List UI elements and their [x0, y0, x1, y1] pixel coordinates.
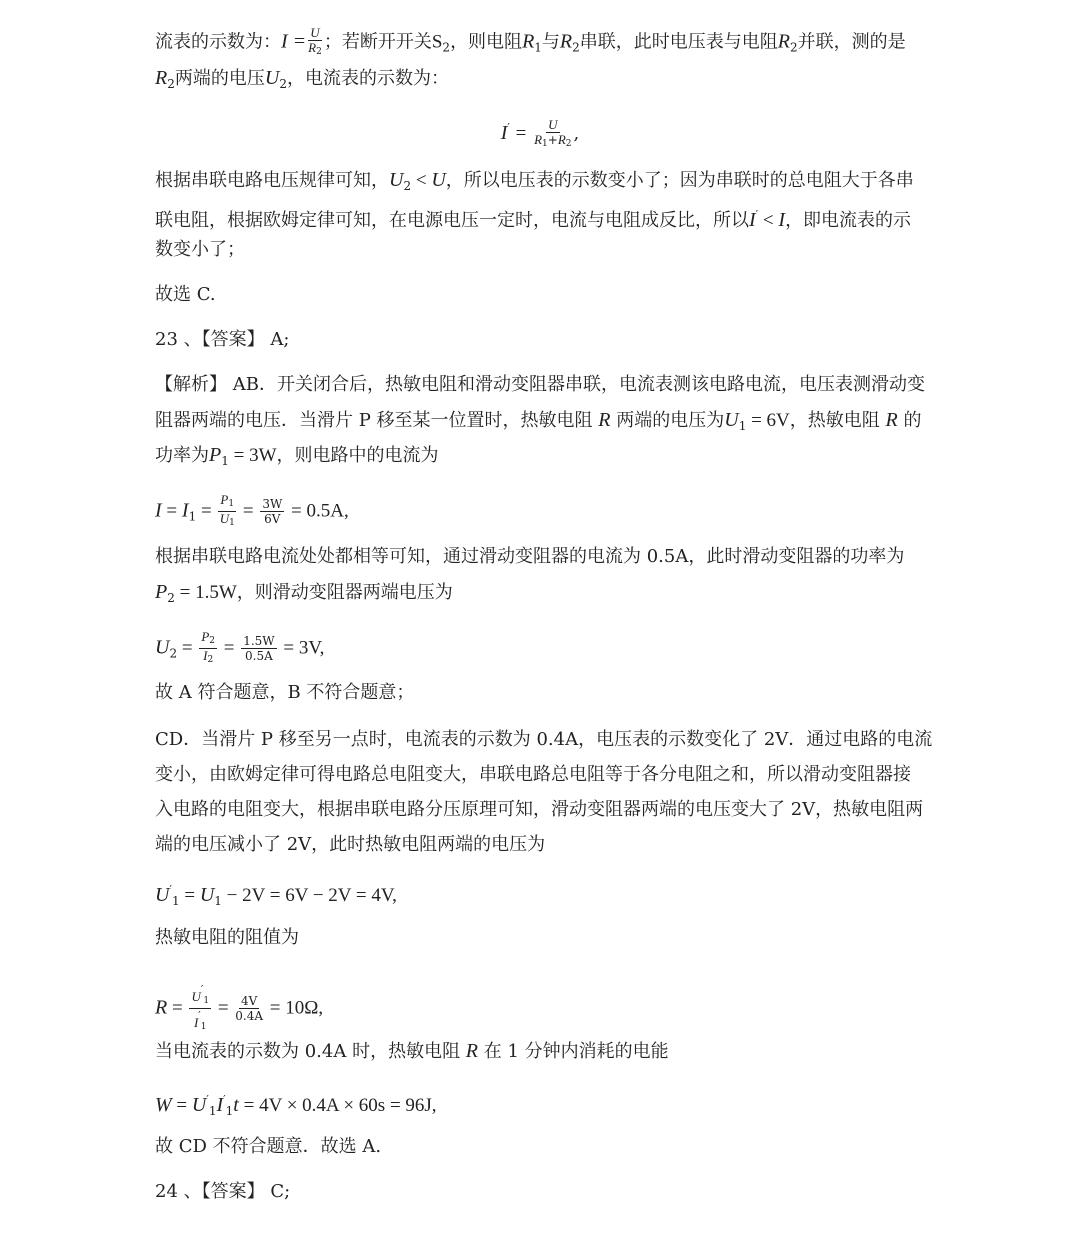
- fraction: [199, 630, 217, 667]
- fraction: [241, 634, 276, 663]
- text-line: [155, 26, 906, 60]
- text-fragment: R: [155, 996, 168, 1019]
- text-fragment: = 0.5A,: [286, 500, 349, 522]
- text-fragment: U: [724, 409, 739, 431]
- text-fragment: 1: [221, 454, 229, 468]
- text-fragment: 并联，测的是: [797, 31, 906, 53]
- text-fragment: U: [191, 1094, 207, 1116]
- text-fragment: R: [777, 30, 790, 53]
- text-fragment: 1: [542, 138, 548, 149]
- text-line: [155, 1039, 669, 1064]
- text-fragment: P: [155, 581, 168, 603]
- fraction: [189, 983, 211, 1034]
- text-fragment: 0.4A: [235, 1009, 264, 1023]
- answer-24: 24 、【答案】 C;: [155, 1181, 291, 1202]
- text-fragment: R: [885, 409, 898, 431]
- text-line: [155, 168, 914, 198]
- formula-resistance: [155, 983, 323, 1034]
- text-fragment: − 2V = 6V − 2V = 4V,: [221, 885, 397, 906]
- text-fragment: ，则滑动变阻器两端电压为: [236, 582, 453, 603]
- text-line: 故选 C.: [155, 284, 216, 305]
- text-fragment: =: [161, 500, 182, 522]
- fraction: [534, 118, 571, 151]
- text-fragment: I: [181, 499, 189, 522]
- text-fragment: R: [534, 131, 543, 147]
- text-fragment: I: [216, 1094, 224, 1116]
- formula-energy: [155, 1088, 437, 1123]
- answer-23: 23 、【答案】 A;: [155, 329, 290, 350]
- text-fragment: = 10Ω,: [265, 997, 324, 1019]
- text-fragment: I: [749, 209, 756, 231]
- text-fragment: ′: [169, 883, 172, 896]
- text-fragment: 2: [572, 40, 580, 55]
- text-fragment: U: [431, 169, 446, 191]
- text-fragment: R: [557, 131, 566, 147]
- text-fragment: 2: [790, 40, 798, 55]
- formula-i-prime: [0, 116, 1080, 151]
- text-fragment: =: [219, 637, 240, 659]
- text-fragment: R: [598, 409, 611, 431]
- formula-current: [155, 493, 349, 530]
- text-fragment: 阻器两端的电压．当滑片 P 移至某一位置时，热敏电阻: [155, 410, 599, 431]
- text-line: 故 A 符合题意，B 不符合题意；: [155, 682, 415, 703]
- text-fragment: I: [203, 648, 208, 663]
- text-line: [155, 580, 453, 610]
- text-fragment: I: [778, 209, 786, 231]
- text-fragment: 1: [203, 996, 210, 1006]
- text-fragment: ′: [206, 1093, 209, 1106]
- text-line: [155, 443, 439, 473]
- text-fragment: 2: [169, 646, 178, 661]
- text-fragment: 2: [316, 47, 322, 57]
- text-fragment: =: [196, 500, 217, 522]
- text-line: 根据串联电路电流处处都相等可知，通过滑动变阻器的电流为 0.5A，此时滑动变阻器的功率为: [155, 546, 905, 567]
- text-fragment: U: [155, 636, 170, 659]
- fraction: [260, 497, 284, 526]
- text-fragment: ′: [198, 1009, 201, 1022]
- text-fragment: P: [220, 492, 229, 507]
- text-fragment: R: [559, 30, 573, 53]
- text-fragment: ，电流表的示数为：: [286, 68, 449, 89]
- text-fragment: ，则电阻: [450, 31, 523, 53]
- text-fragment: =: [171, 1095, 192, 1116]
- text-fragment: W: [155, 1094, 172, 1116]
- text-line: [155, 66, 449, 96]
- text-fragment: I: [193, 1015, 199, 1030]
- text-line: 变小，由欧姆定律可得电路总电阻变大，串联电路总电阻等于各分电阻之和，所以滑动变阻器接: [155, 764, 911, 785]
- text-fragment: ，所以电压表的示数变小了；因为串联时的总电阻大于各串: [445, 170, 914, 191]
- text-fragment: R: [155, 67, 168, 89]
- text-fragment: ,: [573, 123, 580, 144]
- text-fragment: ，热敏电阻: [789, 410, 886, 431]
- text-fragment: = 1.5W: [174, 582, 237, 603]
- text-fragment: 2: [279, 77, 287, 91]
- text: 流表的示数为：: [155, 31, 281, 53]
- text-fragment: U: [191, 989, 201, 1004]
- text-line: 入电路的电阻变大，根据串联电路分压原理可知，滑动变阻器两端的电压变大了 2V，热敏电阻两: [155, 799, 924, 820]
- text-fragment: =: [515, 123, 527, 144]
- text-line: 数变小了；: [155, 239, 245, 260]
- text-line: 端的电压减小了 2V，此时热敏电阻两端的电压为: [155, 834, 546, 855]
- fraction: [218, 493, 236, 530]
- text-fragment: 功率为: [155, 445, 209, 466]
- text-fragment: U: [389, 169, 404, 191]
- text-fragment: = 3V,: [278, 637, 325, 659]
- text-fragment: = 4V × 0.4A × 60s = 96J,: [238, 1095, 437, 1116]
- text-fragment: 当电流表的示数为 0.4A 时，热敏电阻: [155, 1041, 466, 1062]
- text-fragment: 串联，此时电压表与电阻: [579, 31, 778, 53]
- text-line: 热敏电阻的阻值为: [155, 927, 299, 948]
- text-fragment: =: [238, 500, 259, 522]
- text-fragment: 联电阻，根据欧姆定律可知，在电源电压一定时，电流与电阻成反比，所以: [155, 210, 749, 231]
- text-fragment: 1: [225, 1104, 234, 1118]
- text-fragment: U: [219, 511, 230, 526]
- text-fragment: 1: [208, 1104, 217, 1118]
- text-line: [155, 203, 911, 233]
- text-fragment: 0.5A: [245, 649, 273, 663]
- text-fragment: 1: [229, 518, 235, 528]
- text-fragment: ′: [200, 983, 204, 996]
- text-fragment: R: [308, 40, 317, 55]
- text-fragment: 2: [207, 655, 214, 665]
- text: ；若断开开关: [323, 31, 432, 53]
- text-fragment: +: [547, 132, 558, 147]
- text-fragment: ′: [755, 208, 759, 221]
- text-fragment: =: [167, 997, 188, 1019]
- text-fragment: =: [213, 997, 234, 1019]
- text-fragment: 3W: [262, 497, 283, 511]
- text-fragment: U: [264, 67, 280, 89]
- text-fragment: 6V: [264, 512, 281, 526]
- text-fragment: 2: [442, 40, 451, 55]
- text-fragment: ′: [507, 121, 510, 134]
- text-line: CD．当滑片 P 移至另一点时，电流表的示数为 0.4A，电压表的示数变化了 2V．通过电路的电流: [155, 729, 933, 750]
- text-fragment: I: [500, 122, 508, 144]
- text-fragment: <: [758, 210, 779, 231]
- text-fragment: 2: [403, 179, 412, 193]
- text-fragment: 根据串联电路电压规律可知，: [155, 170, 389, 191]
- text-fragment: =: [177, 637, 198, 659]
- text-fragment: ，即电流表的示: [785, 210, 912, 231]
- text-line: 【解析】 AB．开关闭合后，热敏电阻和滑动变阻器串联，电流表测该电路电流，电压表测滑动变: [155, 374, 925, 395]
- formula-u2: [155, 630, 324, 667]
- text-fragment: U: [155, 884, 170, 906]
- text-fragment: 1: [214, 894, 222, 908]
- text-fragment: P: [209, 444, 222, 466]
- text-fragment: 1: [228, 499, 235, 509]
- text-fragment: 在 1 分钟内消耗的电能: [478, 1041, 669, 1062]
- text-fragment: 1.5W: [243, 634, 275, 648]
- text-fragment: ，则电路中的电流为: [276, 445, 439, 466]
- math: I =: [281, 30, 307, 53]
- text-fragment: 1: [534, 40, 542, 55]
- text-fragment: 两端的电压: [174, 68, 265, 89]
- text-fragment: R: [522, 30, 535, 53]
- text-fragment: = 6V: [746, 410, 790, 431]
- text-fragment: 2: [167, 77, 175, 91]
- text-fragment: 与: [541, 31, 560, 53]
- formula-u1-prime: [155, 878, 397, 913]
- text-fragment: 1: [171, 894, 180, 908]
- text-fragment: 1: [738, 419, 747, 433]
- text-fragment: U: [310, 25, 320, 40]
- text-fragment: R: [465, 1040, 479, 1062]
- text-fragment: <: [411, 170, 432, 191]
- text-fragment: 2: [565, 138, 572, 149]
- text-fragment: t: [233, 1094, 239, 1116]
- fraction: [235, 994, 263, 1023]
- text-line: [155, 408, 921, 438]
- text-fragment: 的: [897, 410, 922, 431]
- text-fragment: U: [548, 116, 558, 132]
- text-fragment: =: [179, 885, 200, 906]
- text-line: 故 CD 不符合题意．故选 A.: [155, 1136, 382, 1157]
- text-fragment: I: [155, 499, 162, 522]
- text-fragment: 2: [167, 591, 175, 605]
- text-fragment: P: [201, 629, 210, 644]
- text-fragment: 4V: [241, 994, 258, 1008]
- text-fragment: = 3W: [228, 445, 277, 466]
- fraction: [308, 26, 322, 59]
- text-fragment: 1: [188, 509, 197, 524]
- text-fragment: ′: [223, 1093, 226, 1106]
- text-fragment: 1: [200, 1022, 207, 1032]
- text-fragment: 2: [209, 636, 215, 646]
- text-fragment: U: [199, 884, 215, 906]
- text-fragment: S: [431, 31, 443, 53]
- text-fragment: 两端的电压为: [610, 410, 725, 431]
